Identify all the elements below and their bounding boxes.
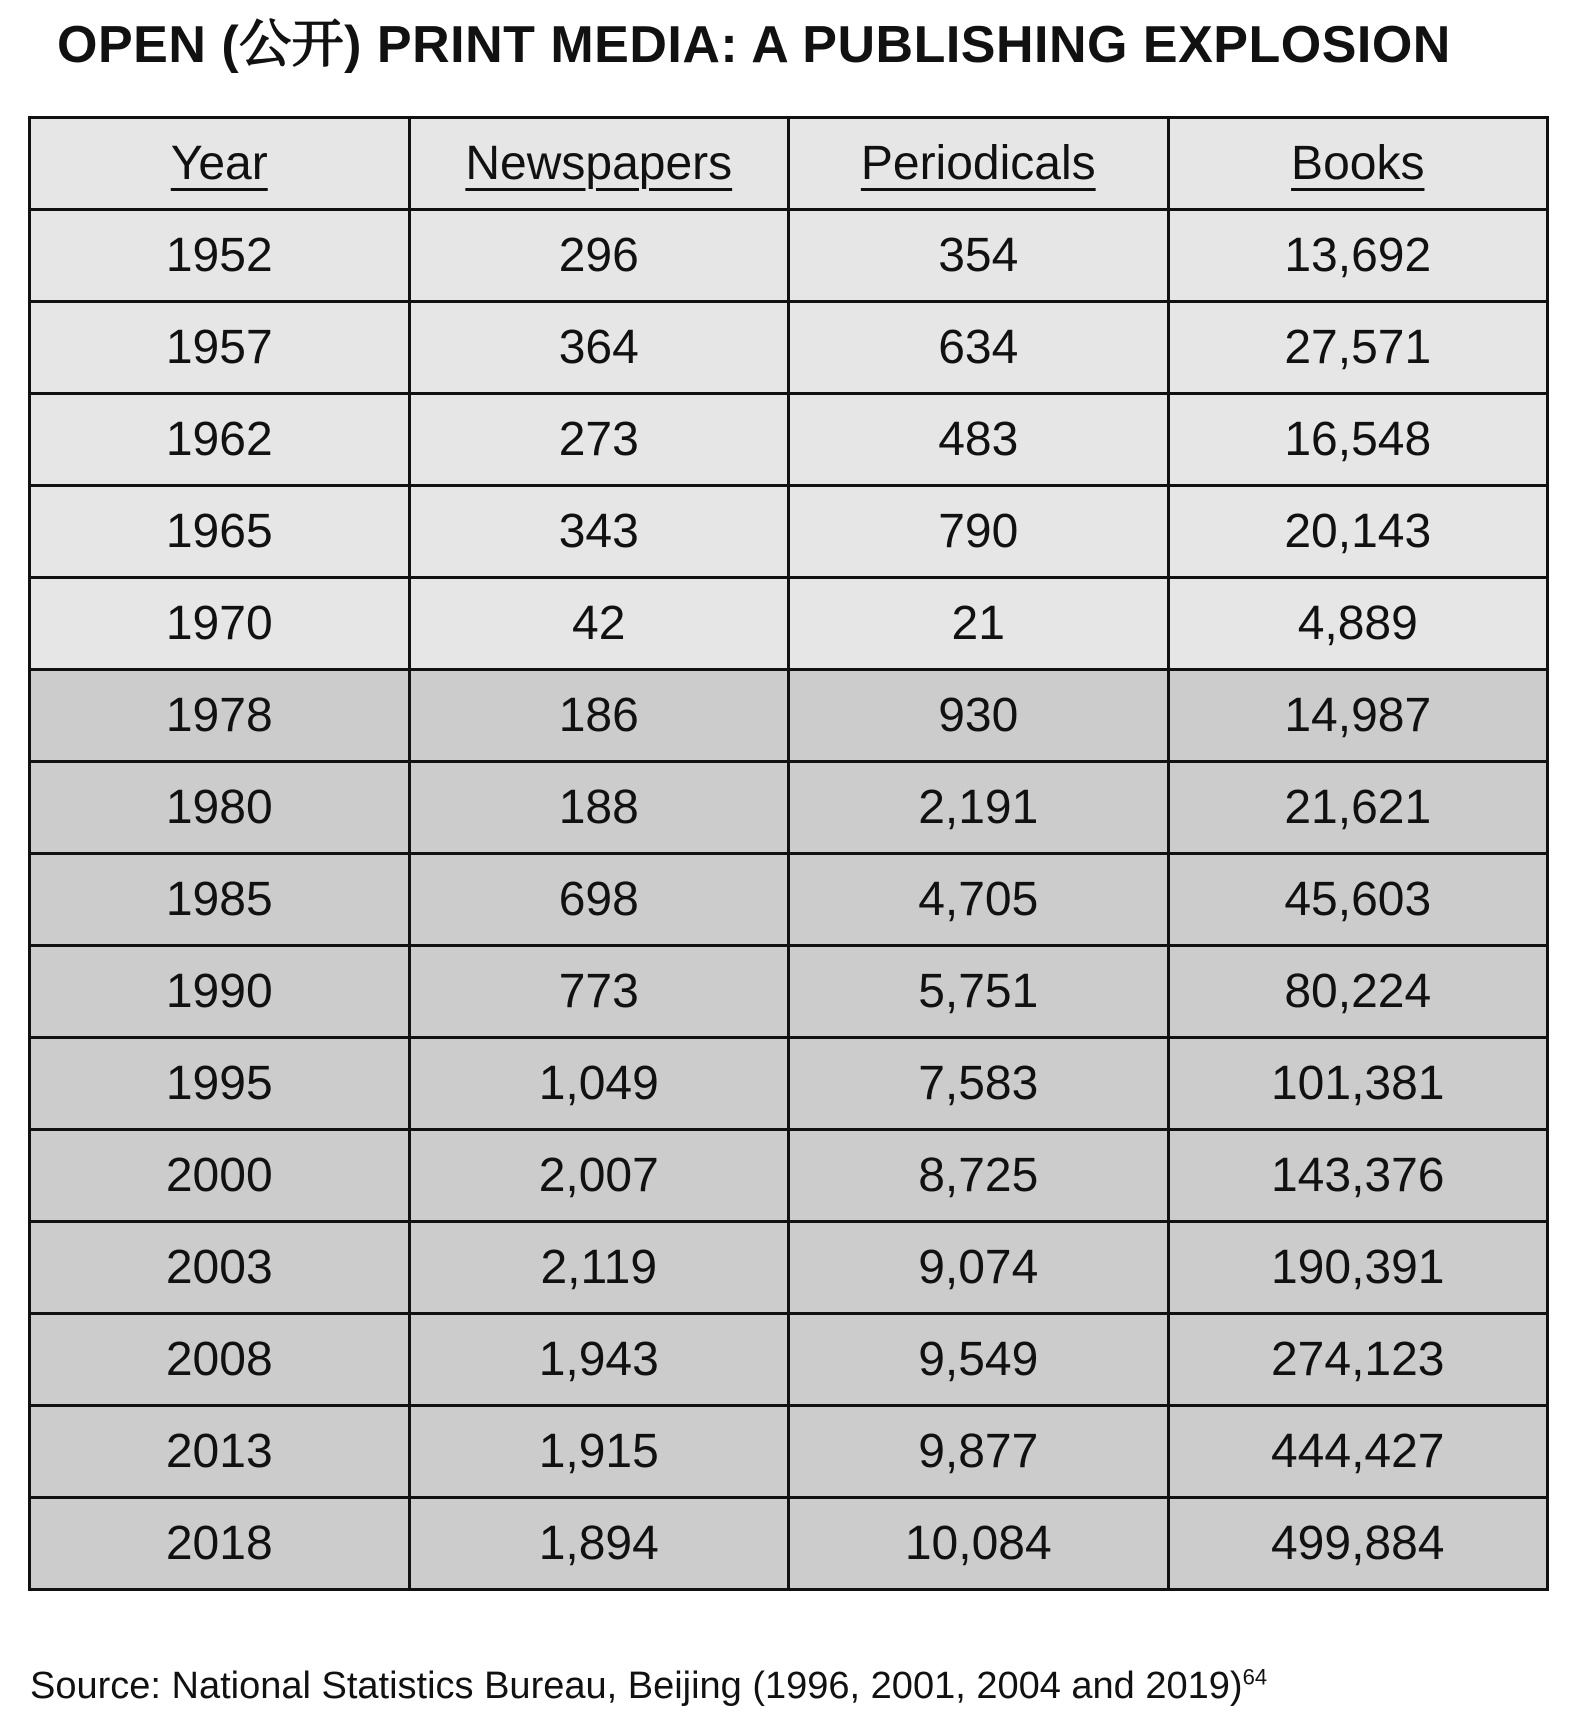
publishing-table-container (28, 116, 1549, 1591)
cell-books: 20,143 (1168, 486, 1548, 578)
table-body (30, 210, 1548, 1590)
source-text: Source: National Statistics Bureau, Beijing (1996, 2001, 2004 and 2019) (30, 1665, 1243, 1707)
cell-books: 16,548 (1168, 394, 1548, 486)
table-row (30, 210, 1548, 302)
table-row (30, 946, 1548, 1038)
cell-year: 1995 (30, 1038, 410, 1130)
cell-books: 274,123 (1168, 1314, 1548, 1406)
cell-newspapers: 188 (409, 762, 789, 854)
header-books: Books (1168, 118, 1548, 210)
cell-books: 444,427 (1168, 1406, 1548, 1498)
header-periodicals: Periodicals (789, 118, 1169, 210)
cell-newspapers: 296 (409, 210, 789, 302)
cell-periodicals: 930 (789, 670, 1169, 762)
cell-books: 4,889 (1168, 578, 1548, 670)
table-row (30, 1130, 1548, 1222)
cell-year: 1978 (30, 670, 410, 762)
table-row (30, 1038, 1548, 1130)
cell-books: 499,884 (1168, 1498, 1548, 1590)
table-header-row (30, 118, 1548, 210)
cell-periodicals: 2,191 (789, 762, 1169, 854)
table-row (30, 1498, 1548, 1590)
cell-year: 2013 (30, 1406, 410, 1498)
cell-newspapers: 2,007 (409, 1130, 789, 1222)
table-row (30, 854, 1548, 946)
table-row (30, 302, 1548, 394)
table-row (30, 1406, 1548, 1498)
cell-year: 1980 (30, 762, 410, 854)
cell-newspapers: 1,894 (409, 1498, 789, 1590)
cell-periodicals: 483 (789, 394, 1169, 486)
cell-periodicals: 8,725 (789, 1130, 1169, 1222)
header-year: Year (30, 118, 410, 210)
cell-newspapers: 1,915 (409, 1406, 789, 1498)
source-note (30, 1663, 1267, 1709)
cell-year: 2008 (30, 1314, 410, 1406)
table-row (30, 394, 1548, 486)
page-title: OPEN (公开) PRINT MEDIA: A PUBLISHING EXPLOSION (57, 16, 1451, 74)
cell-periodicals: 634 (789, 302, 1169, 394)
cell-year: 1965 (30, 486, 410, 578)
cell-year: 1962 (30, 394, 410, 486)
cell-books: 13,692 (1168, 210, 1548, 302)
cell-year: 2003 (30, 1222, 410, 1314)
source-footnote-marker: 64 (1242, 1664, 1268, 1690)
cell-year: 1990 (30, 946, 410, 1038)
cell-year: 1952 (30, 210, 410, 302)
header-newspapers: Newspapers (409, 118, 789, 210)
cell-newspapers: 42 (409, 578, 789, 670)
cell-books: 14,987 (1168, 670, 1548, 762)
table-row (30, 670, 1548, 762)
cell-newspapers: 343 (409, 486, 789, 578)
cell-periodicals: 7,583 (789, 1038, 1169, 1130)
table-row (30, 486, 1548, 578)
table-row (30, 1314, 1548, 1406)
cell-periodicals: 4,705 (789, 854, 1169, 946)
cell-books: 143,376 (1168, 1130, 1548, 1222)
cell-newspapers: 1,049 (409, 1038, 789, 1130)
cell-books: 80,224 (1168, 946, 1548, 1038)
cell-newspapers: 698 (409, 854, 789, 946)
table-row (30, 1222, 1548, 1314)
cell-books: 45,603 (1168, 854, 1548, 946)
cell-periodicals: 354 (789, 210, 1169, 302)
cell-books: 21,621 (1168, 762, 1548, 854)
cell-year: 2018 (30, 1498, 410, 1590)
cell-periodicals: 790 (789, 486, 1169, 578)
cell-year: 2000 (30, 1130, 410, 1222)
cell-books: 101,381 (1168, 1038, 1548, 1130)
cell-newspapers: 186 (409, 670, 789, 762)
cell-year: 1957 (30, 302, 410, 394)
table-row (30, 578, 1548, 670)
cell-periodicals: 10,084 (789, 1498, 1169, 1590)
cell-periodicals: 9,549 (789, 1314, 1169, 1406)
cell-periodicals: 5,751 (789, 946, 1169, 1038)
cell-periodicals: 21 (789, 578, 1169, 670)
cell-newspapers: 364 (409, 302, 789, 394)
cell-periodicals: 9,877 (789, 1406, 1169, 1498)
cell-newspapers: 773 (409, 946, 789, 1038)
cell-year: 1985 (30, 854, 410, 946)
cell-year: 1970 (30, 578, 410, 670)
cell-newspapers: 273 (409, 394, 789, 486)
cell-newspapers: 2,119 (409, 1222, 789, 1314)
cell-periodicals: 9,074 (789, 1222, 1169, 1314)
cell-books: 190,391 (1168, 1222, 1548, 1314)
cell-books: 27,571 (1168, 302, 1548, 394)
publishing-table (28, 116, 1549, 1591)
table-row (30, 762, 1548, 854)
cell-newspapers: 1,943 (409, 1314, 789, 1406)
